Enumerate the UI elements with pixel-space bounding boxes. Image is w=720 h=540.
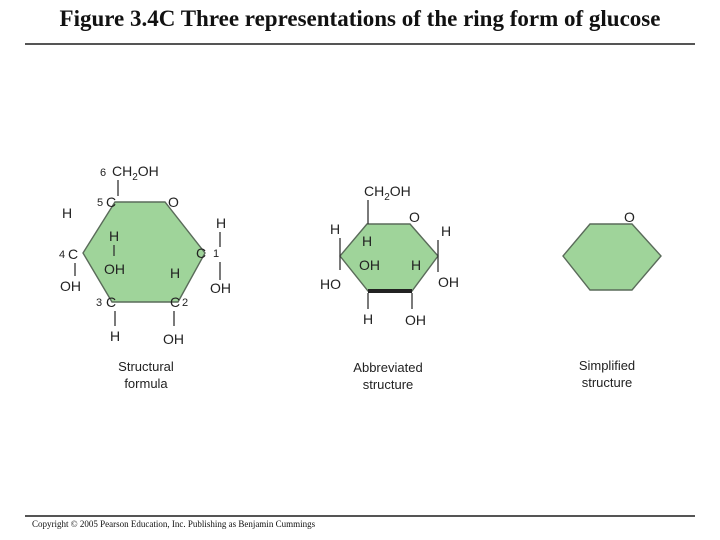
c4-hydroxyl: OH <box>60 278 81 294</box>
abbr-ch2oh: $CH_2OH$ <box>364 183 411 203</box>
bottom-rule <box>25 515 695 517</box>
structural-caption-line2: formula <box>124 376 168 391</box>
simplified-structure <box>563 209 661 390</box>
carbon-5: C <box>106 194 117 210</box>
structural-ring <box>83 202 205 302</box>
carbon-1-number: 1 <box>213 248 220 260</box>
c2-hydroxyl-down: OH <box>163 331 184 347</box>
ring-oxygen: O <box>168 194 179 210</box>
carbon-5-number: 5 <box>97 197 104 209</box>
abbr-ring-oxygen: O <box>409 209 420 225</box>
abbr-hydrogen-c2: H <box>411 257 422 273</box>
c3-hydrogen-down: H <box>110 328 121 344</box>
c1-hydrogen-up: H <box>216 215 227 231</box>
figure-title: Figure 3.4C Three representations of the ring form of glucose <box>59 6 661 31</box>
c5-hydrogen: H <box>62 205 73 221</box>
carbon-3: C <box>106 294 117 310</box>
c2-hydrogen-up: H <box>170 265 181 281</box>
abbr-hydrogen-c5: H <box>362 233 373 249</box>
abbr-hydrogen-c1-up: H <box>441 223 452 239</box>
abbr-hydrogen-bottom: H <box>363 311 374 327</box>
carbon-3-number: 3 <box>96 297 103 309</box>
copyright-notice: Copyright © 2005 Pearson Education, Inc. Publishing as Benjamin Cummings <box>32 519 316 529</box>
carbon-2-number: 2 <box>182 297 189 309</box>
abbr-hydroxyl-bottom: OH <box>405 312 426 328</box>
abbr-hydrogen-left-up: H <box>330 221 341 237</box>
simplified-caption-line1: Simplified <box>578 358 636 373</box>
carbon-2: C <box>170 294 181 310</box>
abbreviated-caption-line1: Abbreviated <box>353 360 423 375</box>
structural-caption-line1: Structural <box>118 359 174 374</box>
simplified-caption-line2: structure <box>581 375 633 390</box>
abbreviated-structure <box>320 183 459 392</box>
simplified-ring-oxygen: O <box>624 209 635 225</box>
c4-hydrogen-up: H <box>109 228 120 244</box>
c6-ch2oh: $CH_2OH$ <box>112 163 159 183</box>
abbr-hydroxyl-right: OH <box>438 274 459 290</box>
simplified-ring <box>563 224 661 290</box>
structural-formula <box>59 163 231 391</box>
carbon-4: C <box>68 246 79 262</box>
c1-hydroxyl: OH <box>210 280 231 296</box>
abbreviated-ring <box>340 224 438 291</box>
abbr-ho-left: HO <box>320 276 341 292</box>
carbon-4-number: 4 <box>59 249 66 261</box>
abbreviated-caption-line2: structure <box>362 377 414 392</box>
c3-hydroxyl-up: OH <box>104 261 125 277</box>
carbon-1: C <box>196 245 207 261</box>
abbr-hydroxyl-c3: OH <box>359 257 380 273</box>
carbon-6-number: 6 <box>100 167 107 179</box>
